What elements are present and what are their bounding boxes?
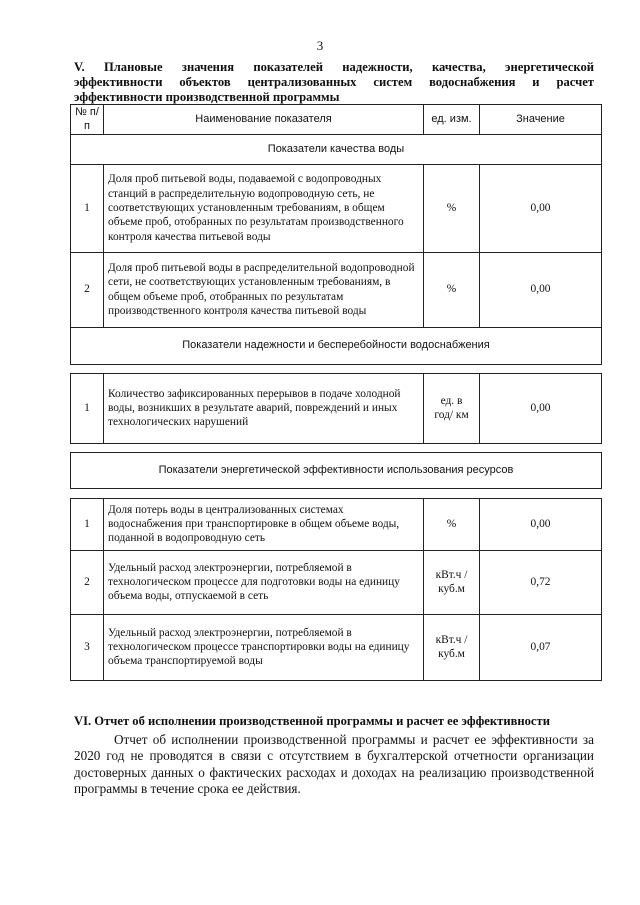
page-number: 3	[316, 38, 324, 53]
group-row	[71, 327, 602, 364]
row-name	[104, 164, 424, 252]
table-row	[71, 498, 602, 550]
group-row	[71, 134, 602, 164]
header-value: Значение	[480, 105, 602, 135]
table-row	[71, 614, 602, 680]
table-row	[71, 550, 602, 614]
row-num: 1	[71, 373, 104, 443]
row-value: 0,00	[480, 373, 602, 443]
spacer-row	[71, 488, 602, 498]
spacer-row	[71, 443, 602, 452]
spacer-row	[71, 364, 602, 373]
section-6-title: VI. Отчет об исполнении производственной программы и расчет ее эффективности	[74, 714, 550, 728]
header-num: № п/п	[71, 105, 104, 135]
group-title-reliability: Показатели надежности и бесперебойности водоснабжения	[71, 327, 602, 364]
indicators-table	[70, 104, 602, 681]
row-unit: кВт.ч / куб.м	[424, 550, 480, 614]
row-num: 2	[71, 252, 104, 327]
row-num: 1	[71, 498, 104, 550]
row-name	[104, 373, 424, 443]
row-value: 0,07	[480, 614, 602, 680]
row-name-text: Количество зафиксированных перерывов в подаче холодной воды, возникших в результате аварий, повреждений и иных технологических нарушений	[108, 387, 401, 429]
row-unit: %	[424, 252, 480, 327]
row-num: 1	[71, 164, 104, 252]
header-name: Наименование показателя	[104, 105, 424, 135]
row-unit: %	[424, 164, 480, 252]
section-5-title-line-3: эффективности производственной программы	[74, 90, 340, 104]
row-name-text: Доля потерь воды в централизованных системах водоснабжения при транспортировке в общем объеме воды, поданной в водопроводную сеть	[108, 503, 400, 545]
row-name-text: Доля проб питьевой воды в распределительной водопроводной сети, не соответствующих установленным требованиям, в общем объеме проб, отобранных по результатам производственного контроля качества питьевой воды	[108, 262, 415, 317]
table-header-row	[71, 105, 602, 135]
header-unit: ед. изм.	[424, 105, 480, 135]
row-name-text: Доля проб питьевой воды, подаваемой с водопроводных станций в распределительную водопроводную сеть, не соответствующих установленным требованиям, в общем объеме проб, отобранных по результатам производственного контроля качества питьевой воды	[108, 173, 404, 243]
row-name-text: Удельный расход электроэнергии, потребляемой в технологическом процессе транспортировки воды на единицу объема транспортируемой воды	[108, 626, 410, 668]
row-value: 0,00	[480, 252, 602, 327]
table-row	[71, 164, 602, 252]
group-title-quality: Показатели качества воды	[71, 134, 602, 164]
row-name-text: Удельный расход электроэнергии, потребляемой в технологическом процессе для подготовки воды на единицу объема воды, отпускаемой в сеть	[108, 561, 400, 603]
section-6-body: Отчет об исполнении производственной программы и расчет ее эффективности за 2020 год не проводятся в связи с отсутствием в бухгалтерской отчетности организации достоверных данных о фактических расходах и доходах на реализацию производственной программы в течение срока ее действия.	[74, 732, 594, 796]
row-unit: кВт.ч / куб.м	[424, 614, 480, 680]
row-name	[104, 614, 424, 680]
table-row	[71, 373, 602, 443]
section-5-title	[74, 60, 594, 105]
row-name	[104, 498, 424, 550]
row-name	[104, 252, 424, 327]
row-num: 3	[71, 614, 104, 680]
group-row	[71, 452, 602, 488]
row-value: 0,00	[480, 164, 602, 252]
row-name	[104, 550, 424, 614]
group-title-energy: Показатели энергетической эффективности использования ресурсов	[71, 452, 602, 488]
row-unit: ед. в год/ км	[424, 373, 480, 443]
table-row	[71, 252, 602, 327]
section-5-title-line-2: эффективности объектов централизованных систем водоснабжения и расчет	[74, 75, 594, 89]
row-value: 0,72	[480, 550, 602, 614]
row-unit: %	[424, 498, 480, 550]
section-5-title-line-1: V. Плановые значения показателей надежности, качества, энергетической	[74, 60, 594, 74]
row-num: 2	[71, 550, 104, 614]
row-value: 0,00	[480, 498, 602, 550]
